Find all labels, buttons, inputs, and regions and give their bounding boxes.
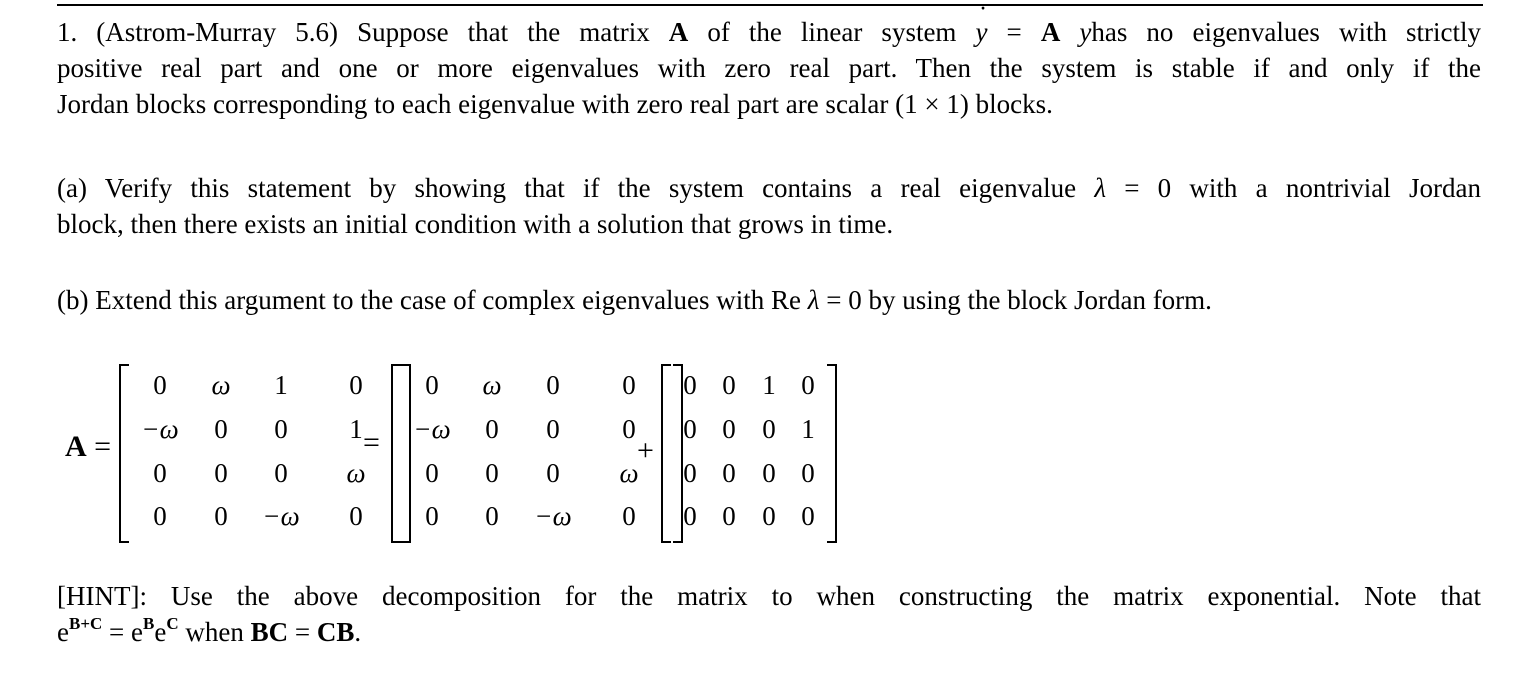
hint [57, 578, 1481, 650]
matrix-cell: 0 [214, 457, 228, 488]
matrix-cell: 0 [622, 501, 636, 532]
part-a [57, 170, 1481, 242]
matrix-b-grid [401, 364, 673, 539]
problem-line-1: 1. (Astrom-Murray 5.6) Suppose that the matrix A of the linear system ˙ y = A yhas no eigenvalues with strictly [57, 14, 1481, 50]
matrix-cell: 0 [683, 501, 697, 532]
matrix-cell: ω [346, 457, 366, 488]
matrix-c [661, 364, 837, 539]
matrix-cell: 1 [349, 413, 363, 444]
part-a-line-2: block, then there exists an initial condition with a solution that grows in time. [57, 209, 894, 239]
matrix-cell: 0 [546, 413, 560, 444]
equation-lhs: A = [65, 430, 112, 463]
matrix-cell: 0 [801, 370, 815, 400]
matrix-cell: 0 [762, 501, 776, 532]
matrix-cell: 1 [762, 370, 776, 400]
matrix-cell: 0 [762, 457, 776, 488]
matrix-cell: 0 [214, 501, 228, 532]
matrix-cell: 0 [153, 457, 167, 488]
matrix-c-grid [671, 364, 827, 539]
matrix-a-grid [129, 364, 401, 539]
problem-line-2: positive real part and one or more eigenvalues with zero real part. Then the system is stable if and only if the [57, 53, 1481, 83]
matrix-cell: −ω [413, 413, 451, 444]
matrix-cell: 0 [153, 501, 167, 532]
matrix-cell: 0 [274, 413, 288, 444]
top-rule [57, 4, 1483, 6]
matrix-cell: 0 [801, 457, 815, 488]
matrix-cell: 0 [425, 501, 439, 532]
matrix-cell: 1 [274, 370, 288, 400]
matrix-cell: 1 [801, 413, 815, 444]
part-a-line-1: (a) Verify this statement by showing that if the system contains a real eigenvalue λ = 0 with a nontrivial Jordan [57, 173, 1481, 203]
matrix-cell: −ω [262, 501, 300, 532]
left-bracket [391, 364, 401, 543]
matrix-cell: 0 [485, 457, 499, 488]
problem-statement [57, 14, 1481, 122]
matrix-cell: 0 [214, 413, 228, 444]
matrix-cell: 0 [722, 413, 736, 444]
matrix-cell: 0 [683, 413, 697, 444]
matrix-cell: 0 [722, 370, 736, 400]
matrix-cell: −ω [534, 501, 572, 532]
matrix-cell: 0 [274, 457, 288, 488]
equals-sign: = [363, 426, 380, 459]
matrix-cell: 0 [801, 501, 815, 532]
matrix-cell: ω [482, 370, 502, 400]
matrix-cell: 0 [546, 370, 560, 400]
matrix-cell: ω [619, 457, 639, 488]
problem-line-3: Jordan blocks corresponding to each eigenvalue with zero real part are scalar (1 × 1) blocks. [57, 89, 1053, 119]
matrix-cell: 0 [485, 413, 499, 444]
right-bracket [827, 364, 837, 543]
matrix-cell: 0 [762, 413, 776, 444]
y-dot-symbol: ˙ y [975, 14, 987, 50]
plus-sign: + [637, 434, 654, 467]
part-b [57, 282, 1481, 318]
matrix-cell: 0 [349, 370, 363, 400]
left-bracket [119, 364, 129, 543]
matrix-cell: 0 [546, 457, 560, 488]
matrix-cell: 0 [425, 457, 439, 488]
matrix-cell: 0 [722, 457, 736, 488]
matrix-cell: 0 [722, 501, 736, 532]
matrix-cell: 0 [425, 370, 439, 400]
matrix-cell: 0 [683, 457, 697, 488]
matrix-cell: 0 [153, 370, 167, 400]
hint-line-1: [HINT]: Use the above decomposition for the matrix to when constructing the matrix exponential. Note that [57, 581, 1481, 611]
left-bracket [661, 364, 671, 543]
matrix-cell: 0 [349, 501, 363, 532]
matrix-cell: 0 [622, 370, 636, 400]
matrix-cell: 0 [485, 501, 499, 532]
matrix-cell: −ω [141, 413, 179, 444]
matrix-cell: 0 [622, 413, 636, 444]
matrix-cell: ω [211, 370, 231, 400]
part-b-line-1: (b) Extend this argument to the case of complex eigenvalues with Re λ = 0 by using the block Jordan form. [57, 285, 1212, 315]
hint-line-2: $e^{B+C} = e^Be^C$ when BC = CB. [57, 614, 362, 647]
matrix-cell: 0 [683, 370, 697, 400]
